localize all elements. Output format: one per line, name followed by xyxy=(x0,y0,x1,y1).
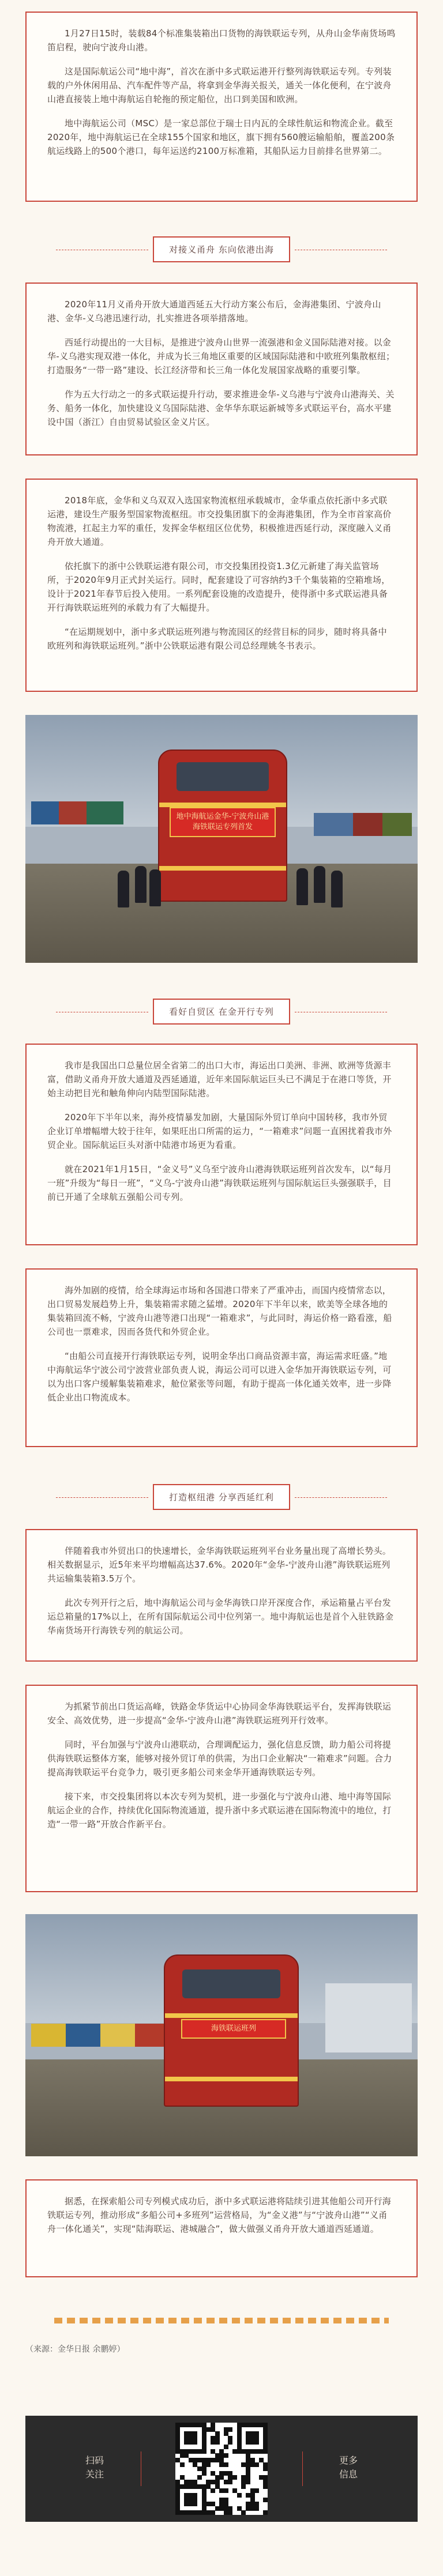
qr-module xyxy=(228,2427,232,2432)
section-paragraph: 海外加剧的疫情，给全球海运市场和各国港口带来了严重冲击，而国内疫情常态以，出口贸易发展趋势上升，集装箱需求随之猛增。2020年下半年以来，欧美等全球各地的集装箱回流不畅，宁波舟山港等港口出现“一箱难求”，与此同时，海运价格一路看涨，船公司也一票难求，因而各货代和外贸企业。 xyxy=(47,1285,392,1337)
section-title: 打造枢纽港 分享西延红利 xyxy=(153,1484,290,1510)
footer-right-line1: 更多 xyxy=(339,2455,358,2466)
section-card xyxy=(25,1044,418,1245)
qr-module xyxy=(228,2440,232,2445)
qr-module xyxy=(263,2484,268,2489)
intro-card xyxy=(25,12,418,202)
person xyxy=(118,871,129,907)
intro-paragraph: 地中海航运公司（MSC）是一家总部位于瑞士日内瓦的全球性航运和物流企业。截至2020年，地中海航运已在全球155个国家和地区，旗下拥有560艘运输船舶，覆盖200条航运线路上的500个港口，每年运送约2100万标准箱，其船队运力目前排名世界第二。 xyxy=(47,118,395,156)
qr-module xyxy=(206,2462,211,2467)
section-header xyxy=(0,236,443,262)
qr-module xyxy=(254,2440,259,2445)
section-header xyxy=(0,1484,443,1510)
qr-module xyxy=(228,2510,232,2515)
qr-module xyxy=(263,2498,268,2502)
section-paragraph: 西延行动提出的一大目标，是推进宁波舟山世界一流强港和金义国际陆港对接。以金华-义乌港实现双港一体化，并成为长三角地区重要的区域国际陆港和中欧班列集散枢纽；打造服务“一带一路”建设、长江经济带和长三角一体化发展国家战略的重要引擎。 xyxy=(47,337,395,375)
qr-module xyxy=(224,2488,228,2493)
section-paragraph: 依托旗下的浙中公铁联运港有限公司，市交投集团投资1.3亿元新建了海关监管场所，于2020年9月正式封关运行。同时，配套建设了可容纳约3千个集装箱的空箱堆场，设计于2021年春节后投入使用。一系列配套设施的改造提升，使得浙中多式联运港具备开行海铁联运班列的承载力有了大幅提升。 xyxy=(47,561,391,613)
section-paragraph: 2018年底，金华和义乌双双入选国家物流枢纽承载城市，金华重点依托浙中多式联运港，建设生产服务型国家物流枢纽。市交投集团旗下的金海港集团，作为全市首家高价物流港，扛起主力军的重任，发挥金华枢纽区位优势，积极推进西延行动，深度融入义甬舟开放大通道。 xyxy=(47,495,392,547)
container-train xyxy=(31,2024,170,2047)
section-paragraph: 为抓紧节前出口货运高峰，铁路金华货运中心协同金华海铁联运平台，发挥海铁联运安全、高效优势，进一步提高“金华-宁波舟山港”海铁联运班列开行效率。 xyxy=(47,1701,392,1726)
footer-right-line2: 信息 xyxy=(339,2469,358,2480)
footer-left-line1: 扫码 xyxy=(85,2455,104,2466)
qr-module xyxy=(263,2449,268,2454)
qr-module xyxy=(193,2440,197,2445)
section-paragraph: 伴随着我市外贸出口的快速增长，金华海铁联运班列平台业务量出现了高增长势头。相关数据显示，近5年来平均增幅高达37.6%。2020年“金华-宁波舟山港”海铁联运班列共运输集装箱3.5万个。 xyxy=(47,1546,392,1584)
warehouse xyxy=(325,1983,412,2052)
section-card xyxy=(25,283,418,455)
qr-module xyxy=(237,2493,242,2498)
photo-banner: 地中海航运金华-宁波舟山港海铁联运专列首发 xyxy=(170,807,276,837)
qr-module xyxy=(197,2475,202,2480)
qr-module xyxy=(241,2510,246,2515)
section-card xyxy=(25,1529,418,1662)
qr-module xyxy=(254,2488,259,2493)
intro-paragraph: 1月27日15时，装载84个标准集装箱出口货物的海铁联运专列，从舟山金华南货场鸣笛启程，驶向宁波舟山港。 xyxy=(47,28,396,52)
qr-module xyxy=(215,2440,220,2445)
container-stack xyxy=(314,813,412,836)
section-paragraph: 接下来，市交投集团将以本次专列为契机，进一步强化与宁波舟山港、地中海等国际航运企业的合作，持续优化国际物流通道，提升浙中多式联运港在国际物流中的地位，打造“一带一路”开放合作新平台。 xyxy=(47,1791,392,1829)
qr-module xyxy=(228,2480,232,2484)
section-card xyxy=(25,479,418,692)
qr-module xyxy=(246,2480,250,2484)
footer-right-text xyxy=(314,2454,383,2481)
section-card xyxy=(25,2179,418,2277)
qr-module xyxy=(241,2484,246,2489)
section-paragraph: 作为五大行动之一的多式联运提升行动，要求推进金华-义乌港与宁波舟山港海关、关务、船务一体化，加快建设义乌国际陆港、金华华东联运新城等多式联运平台，高水平建设中国（浙江）自由贸易试验区金义片区。 xyxy=(47,389,395,427)
footer-divider xyxy=(302,2451,303,2486)
qr-module xyxy=(263,2466,268,2471)
person xyxy=(314,866,325,903)
section-paragraph: 2020年11月义甬舟开放大通道西延五大行动方案公布后，金海港集团、宁波舟山港、金华-义乌港迅速行动，扎实推进各项举措落地。 xyxy=(47,299,381,323)
qr-module xyxy=(232,2475,237,2480)
qr-module xyxy=(254,2462,259,2467)
qr-module xyxy=(263,2510,268,2515)
qr-module xyxy=(224,2445,228,2449)
section-paragraph: 就在2021年1月15日，“金义号”义乌至宁波舟山港海铁联运班列首次发车，以“每月一班”升级为“每日一班”，“义乌-宁波舟山港”海铁联运班列与国际航运巨头强强联手，目前已开通了全球航五强船公司专列。 xyxy=(47,1164,392,1202)
section-card xyxy=(25,1268,418,1447)
qr-module xyxy=(254,2506,259,2511)
qr-module xyxy=(211,2488,215,2493)
section-paragraph: 同时，平台加强与宁波舟山港联动，合理调配运力，强化信息反馈，助力船公司将提供海铁联运整体方案，能够对接外贸订单的供需，为出口企业解决“一箱难求”问题。合力提高海铁联运平台竞争力，吸引更多船公司来金华开通海铁联运专列。 xyxy=(47,1739,392,1777)
qr-module xyxy=(211,2510,215,2515)
qr-code[interactable] xyxy=(175,2423,268,2515)
photo-banner: 海铁联运班列 xyxy=(181,2019,286,2039)
section-paragraph: 此次专列开行之后，地中海航运公司与金华海铁口岸开深度合作，承运箱量占平台发运总箱量的17%以上，在所有国际航运公司中位列第一。地中海航运也是首个入驻铁路金华南货场开行海铁专列的航运公司。 xyxy=(47,1598,394,1636)
section-title: 对接义甬舟 东向依港出海 xyxy=(153,236,290,262)
person xyxy=(296,868,308,905)
section-title: 看好自贸区 在金开行专列 xyxy=(153,999,290,1025)
container-stack xyxy=(31,801,123,824)
person xyxy=(135,866,147,903)
section-card xyxy=(25,1685,418,1892)
qr-module xyxy=(193,2502,197,2506)
footer-left-line2: 关注 xyxy=(85,2469,104,2480)
section-paragraph: 我市是我国出口总量位居全省第二的出口大市，海运出口美洲、非洲、欧洲等货源丰富，借助义甬舟开放大通道及西延通道，近年来国际航运巨头已不满足于在港口等货，开始主动把目光和触角伸向内陆型国际陆港。 xyxy=(47,1060,392,1098)
section-paragraph: 据悉，在探索船公司专列模式成功后，浙中多式联运港将陆续引进其他船公司开行海铁联运专列，推动形成“多船公司+多班列”运营格局，为“金义港”与“宁波舟山港”“义甬舟一体化通关”，实现“陆海联运、港城融合”，做大做强义甬舟开放大通道西延通道。 xyxy=(47,2196,392,2234)
footer-left-text xyxy=(60,2454,129,2481)
source-credit: （来源：金华日报 余鹏婷） xyxy=(25,2345,125,2354)
section-paragraph: “在运期规划中，浙中多式联运班列港与物流园区的经营目标的同步，随时将具备中欧班列和海铁联运班列。”浙中公铁联运港有限公司总经理姚冬书表示。 xyxy=(47,627,387,651)
qr-module xyxy=(202,2471,207,2476)
footer-banner xyxy=(25,2416,418,2522)
qr-module xyxy=(224,2453,228,2458)
section-paragraph: 2020年下半年以来，海外疫情暴发加剧，大量国际外贸订单向中国转移，我市外贸企业订单增幅增大较于往年，如果旺出口所需的运力，“一箱难求”问题一直困扰着我市外贸企业。国际航运巨头对浙中陆港市场更为看重。 xyxy=(47,1112,392,1150)
section-header xyxy=(0,999,443,1025)
person xyxy=(149,869,161,906)
qr-module xyxy=(202,2449,207,2454)
ceremony-photo xyxy=(25,715,418,963)
qr-module xyxy=(180,2462,185,2467)
qr-module xyxy=(224,2462,228,2467)
section-paragraph: “由船公司直接开行海铁联运专列，说明金华出口商品资源丰富，海运需求旺盛。”地中海航运华宁波公司宁波营业部负责人说，海运公司可以进入金华加开海铁联运专列，可以为出口客户缓解集装箱难求，舱位紧张等问题，有助于提高一体化通关效率，进一步降低企业出口物流成本。 xyxy=(47,1351,392,1403)
intro-paragraph: 这是国际航运公司“地中海”，首次在浙中多式联运港开行整列海铁联运专列。专列装载的户外休闲用品、汽车配件等产品，将拿到金华海关报关，通关一体化便利，在宁波舟山港直接装上地中海航运自轮拖的预定船位，出口到美国和欧洲。 xyxy=(47,66,392,104)
train-photo xyxy=(25,1914,418,2156)
person xyxy=(331,871,343,907)
decorative-divider xyxy=(54,2318,389,2323)
